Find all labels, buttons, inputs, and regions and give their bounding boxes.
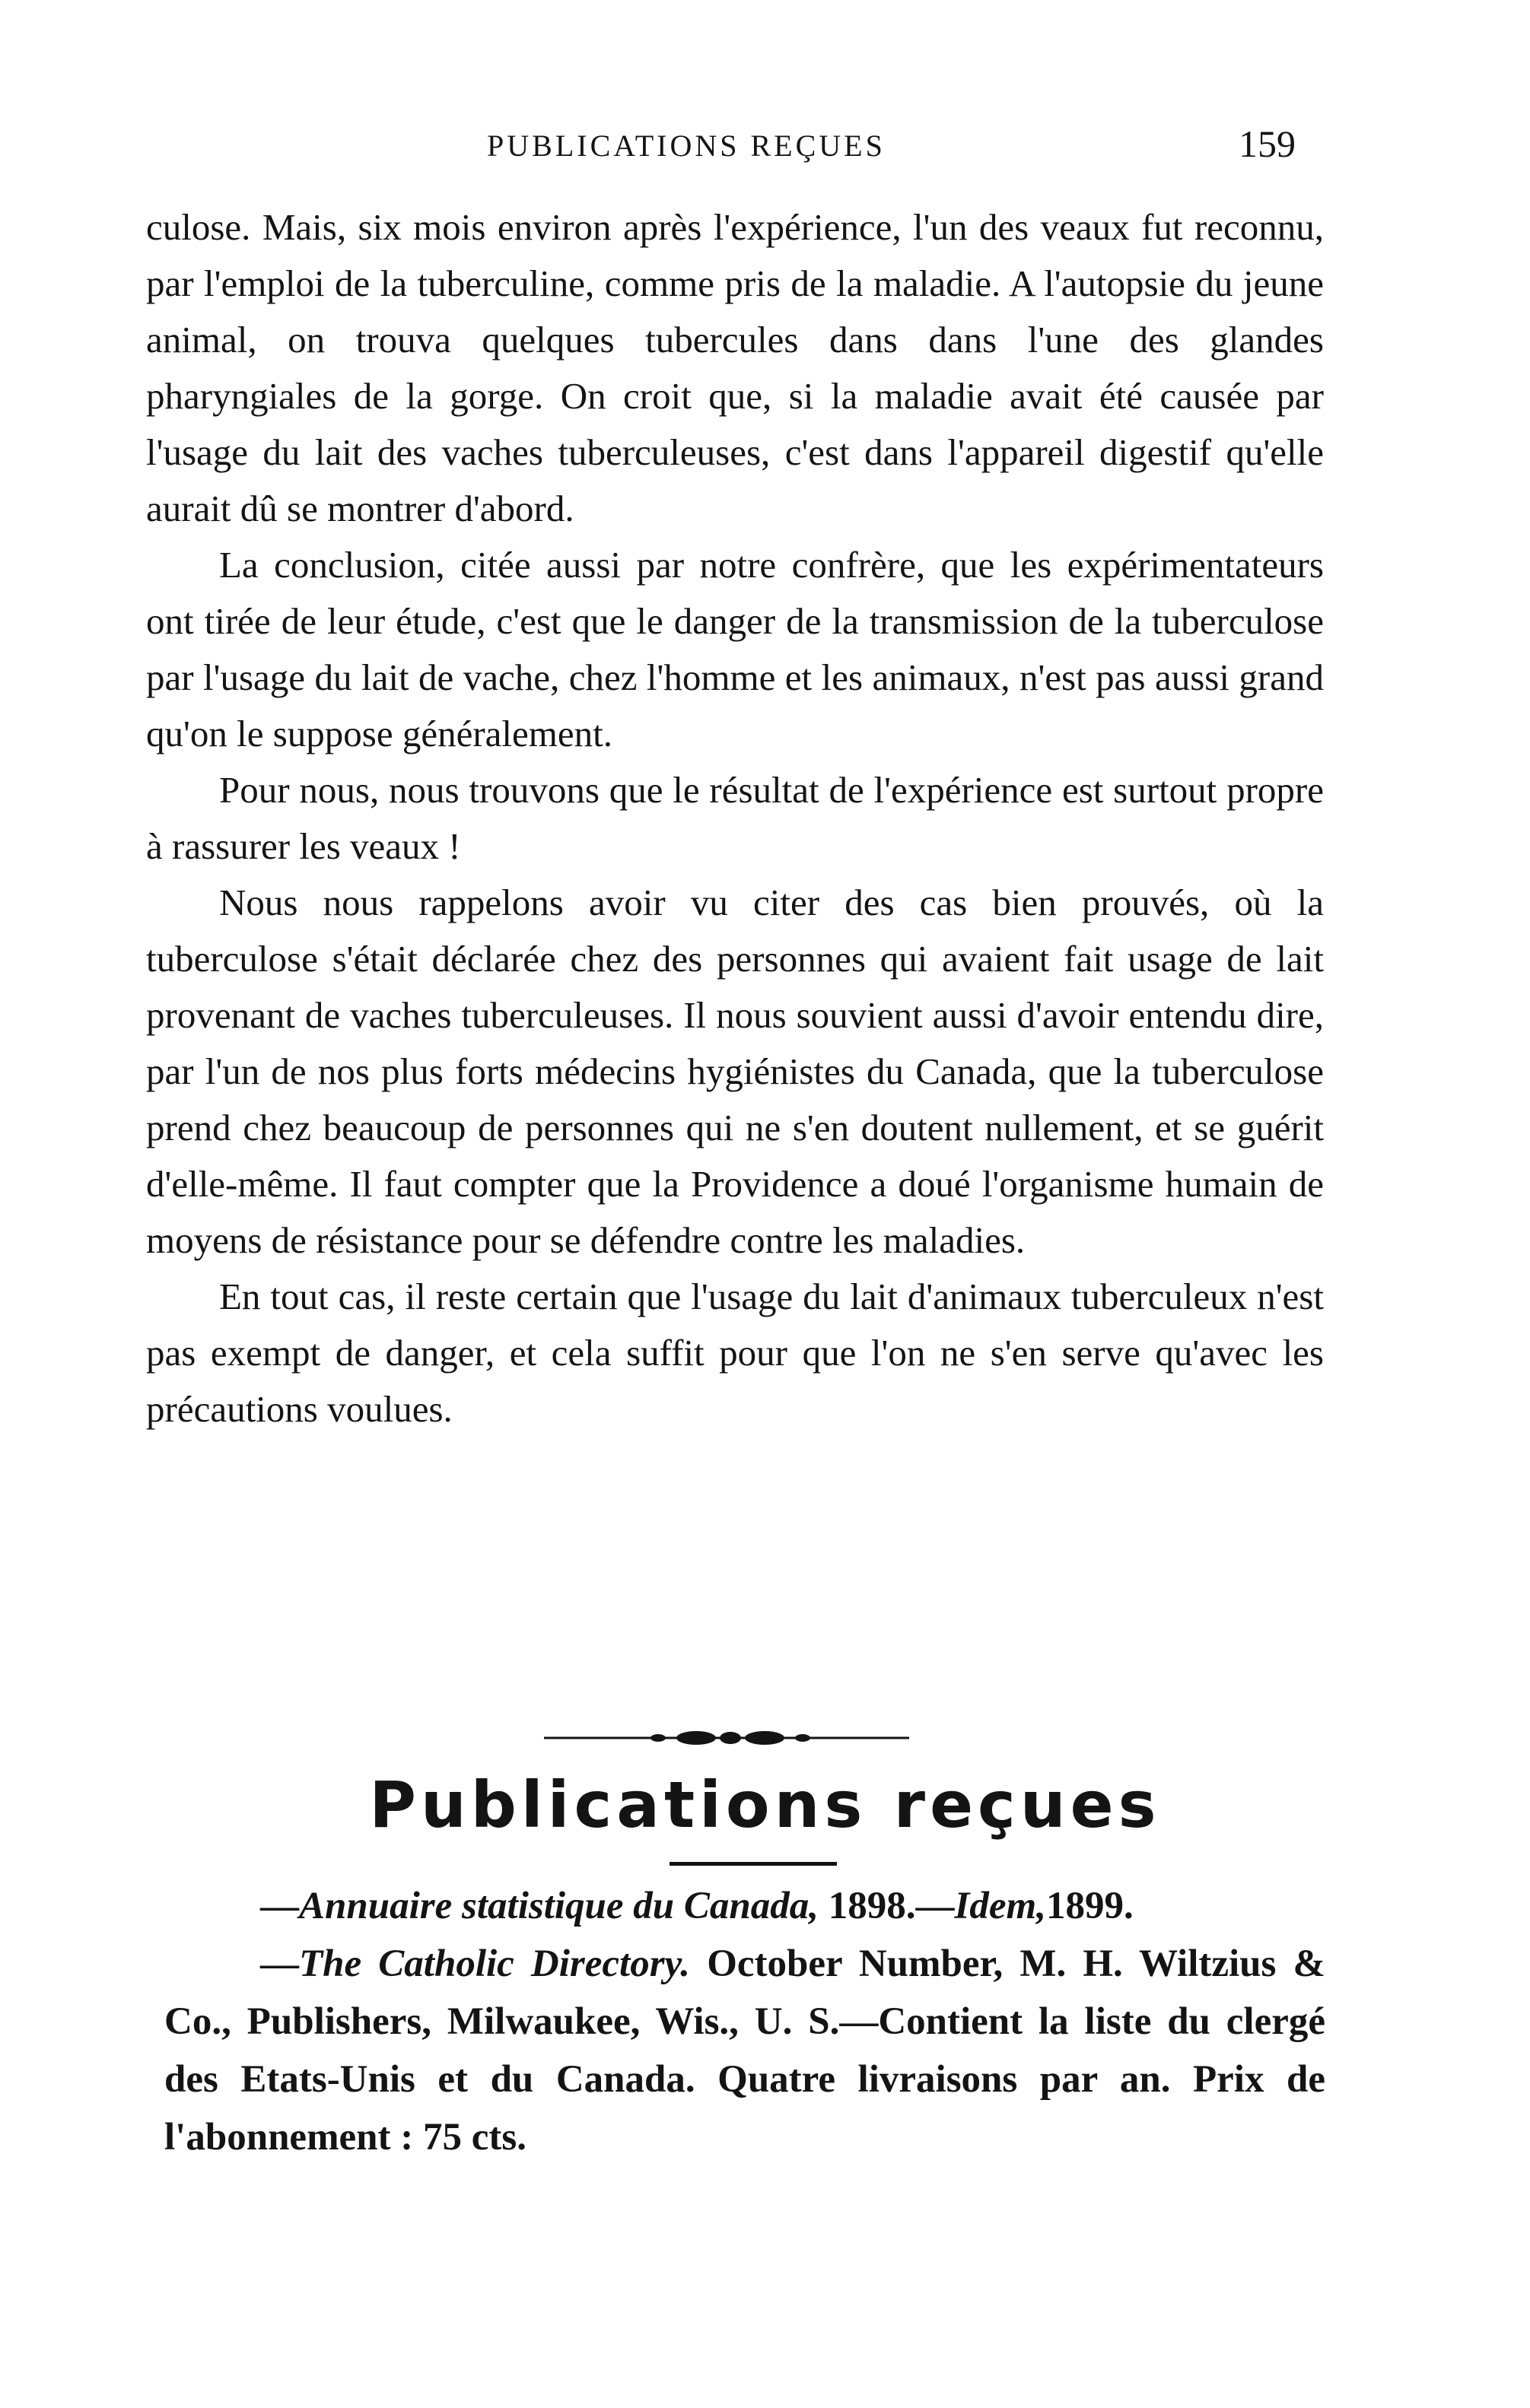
publication-entry-1 [164,1877,1325,1935]
article-body [146,199,1324,1437]
publication-idem: Idem, [954,1885,1046,1927]
paragraph-3: Pour nous, nous trouvons que le résultat de l'expérience est surtout propre à rassurer les veaux ! [146,769,1324,867]
publication-year: 1898.— [819,1885,955,1927]
paragraph-5: En tout cas, il reste certain que l'usage du lait d'animaux tuberculeux n'est pas exempt de danger, et cela suffit pour que l'on ne s'en serve qu'avec les précautions voulues. [146,1275,1324,1430]
publication-description: October Number, M. H. Wiltzius & Co., Publishers, Milwaukee, Wis., U. S.—Contient la liste du clergé des Etats-Unis et du Canada. Quatre livraisons par an. Prix de l'abonnement : 75 cts. [164,1943,1325,2159]
entry-dash: — [260,1943,299,1985]
title-underline [670,1862,837,1866]
publication-rest: 1899. [1045,1885,1134,1927]
paragraph-2: La conclusion, citée aussi par notre confrère, que les expérimentateurs ont tirée de leur étude, c'est que le danger de la transmission de la tuberculose par l'usage du lait de vache, chez l'homme et les animaux, n'est pas aussi grand qu'on le suppose généralement. [146,544,1324,754]
section-title: Publications reçues [369,1768,1161,1842]
paragraph-4: Nous nous rappelons avoir vu citer des cas bien prouvés, où la tuberculose s'était déclarée chez des personnes qui avaient fait usage de lait provenant de vaches tuberculeuses. Il nous souvient aussi d'avoir entendu dire, par l'un de nos plus forts médecins hygiénistes du Canada, que la tuberculose prend chez beaucoup de personnes qui ne s'en doutent nullement, et se guérit d'elle-même. Il faut compter que la Providence a doué l'organisme humain de moyens de résistance pour se défendre contre les maladies. [146,882,1324,1261]
publication-title: The Catholic Directory. [299,1943,691,1985]
publications-list [164,1877,1325,2166]
publication-entry-2 [164,1935,1325,2166]
publication-title: Annuaire statistique du Canada, [299,1885,819,1927]
page-number: 159 [1239,122,1296,165]
entry-dash: — [260,1885,299,1927]
paragraph-1: culose. Mais, six mois environ après l'expérience, l'un des veaux fut reconnu, par l'emploi de la tuberculine, comme pris de la maladie. A l'autopsie du jeune animal, on trouva quelques tubercules dans dans l'une des glandes pharyngiales de la gorge. On croit que, si la maladie avait été causée par l'usage du lait des vaches tuberculeuses, c'est dans l'appareil digestif qu'elle aurait dû se montrer d'abord. [146,206,1324,529]
section-ornament [544,1727,909,1749]
running-title: PUBLICATIONS REÇUES [487,129,886,163]
